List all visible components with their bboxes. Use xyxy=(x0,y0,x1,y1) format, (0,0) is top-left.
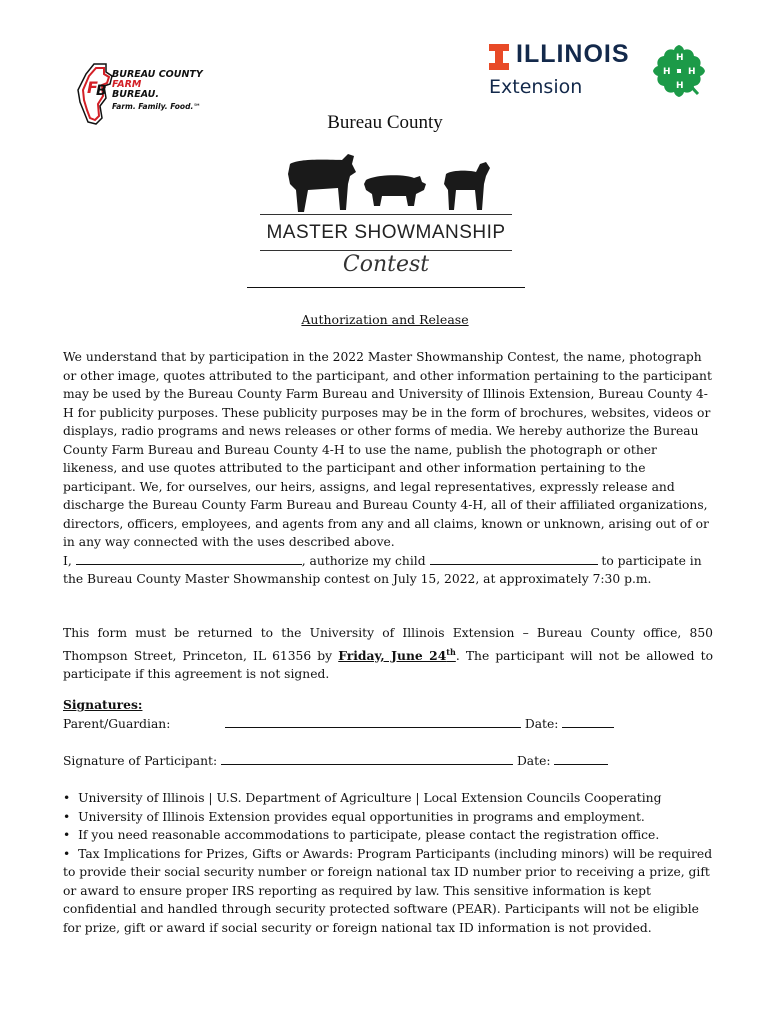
svg-text:H: H xyxy=(688,67,696,77)
list-item: • University of Illinois | U.S. Department of Agriculture | Local Extension Councils Cooperating xyxy=(63,791,662,805)
participant-date-line[interactable] xyxy=(554,752,608,765)
participant-signature-line[interactable] xyxy=(221,752,513,765)
section-heading: Authorization and Release xyxy=(301,312,469,327)
farm-bureau-line2: FARM xyxy=(112,79,142,90)
return-paragraph xyxy=(63,624,713,684)
livestock-silhouettes xyxy=(280,150,500,218)
extension-wordmark: Extension xyxy=(489,76,583,98)
release-paragraph xyxy=(63,348,713,589)
svg-text:H: H xyxy=(676,81,684,91)
parent-label: Parent/Guardian: xyxy=(63,717,171,731)
parent-date-label: Date: xyxy=(524,717,559,731)
release-text: We understand that by participation in the 2022 Master Showmanship Contest, the name, photograph or other image, quotes attributed to the participant, and other information pertaining to the participant may be used by the Bureau County Farm Bureau and University of Illinois Extension, Bureau County 4-H for publicity purposes. These publicity purposes may be in the form of brochures, websites, videos or displays, radio programs and news releases or other forms of media. We hereby authorize the Bureau County Farm Bureau and Bureau County 4-H to use the name, publish the photograph or other likeness, and use quotes attributed to the participant and other information pertaining to the participant. We, for ourselves, our heirs, assigns, and legal representatives, expressly release and discharge the Bureau County Farm Bureau and Bureau County 4-H, all of their affiliated organizations, directors, officers, employees, and agents from any and all claims, known or unknown, arising out of or in any way connected with the uses described above. xyxy=(63,350,712,549)
svg-text:B: B xyxy=(96,83,107,99)
farm-bureau-line1: BUREAU COUNTY xyxy=(112,69,203,80)
authorize-middle: , authorize my child xyxy=(301,553,426,568)
parent-signature-row xyxy=(63,715,614,731)
authorize-prefix: I, xyxy=(63,553,72,568)
deadline-sup: th xyxy=(446,646,456,657)
title-rule-middle xyxy=(260,250,512,251)
illinois-block-i-icon xyxy=(489,44,509,70)
svg-text:H: H xyxy=(663,67,671,77)
lamb-icon xyxy=(444,162,490,210)
title-rule-top xyxy=(260,214,512,215)
return-before: This form must be returned to the University of Illinois Extension – Bureau County office, 850 Thompson Street, Princeton, IL 61356 by xyxy=(63,626,713,663)
participant-signature-row xyxy=(63,752,608,768)
parent-signature-line[interactable] xyxy=(225,715,521,728)
county-name: Bureau County xyxy=(327,112,443,133)
signatures-title: Signatures: xyxy=(63,697,143,712)
farm-bureau-wordmark xyxy=(112,70,203,100)
4-h-clover-icon xyxy=(652,44,706,98)
contest-title: MASTER SHOWMANSHIP xyxy=(266,222,506,243)
return-after: . The participant will not be allowed to participate if this agreement is not signed. xyxy=(63,648,713,682)
child-name-blank[interactable] xyxy=(430,552,598,565)
bullet-text: University of Illinois Extension provides equal opportunities in programs and employment. xyxy=(78,809,645,824)
list-item: • University of Illinois Extension provides equal opportunities in programs and employment. xyxy=(63,809,645,824)
svg-text:H: H xyxy=(676,53,684,63)
farm-bureau-tagline: Farm. Family. Food.℠ xyxy=(112,102,201,111)
footer-bullets xyxy=(63,789,713,937)
steer-icon xyxy=(288,154,356,212)
list-item: • Tax Implications for Prizes, Gifts or Awards: Program Participants (including minors) will be required to provide their social security number or foreign national tax ID number prior to receiving a prize, gift or award to ensure proper IRS reporting as required by law. This sensitive information is kept confidential and handled through security protected software (PEAR). Participants will not be eligible for prize, gift or award if social security or foreign national tax ID information is not provided. xyxy=(63,846,713,935)
deadline: Friday, June 24 xyxy=(338,647,447,663)
svg-text:F: F xyxy=(87,78,98,97)
farm-bureau-line3: BUREAU. xyxy=(112,89,160,100)
parent-name-blank[interactable] xyxy=(76,552,302,565)
bullet-text: If you need reasonable accommodations to participate, please contact the registration office. xyxy=(78,828,660,842)
participant-date-label: Date: xyxy=(516,754,551,768)
authorize-suffix: to participate in the Bureau County Master Showmanship contest on July 15, 2022, at approximately 7:30 p.m. xyxy=(63,553,702,586)
parent-date-line[interactable] xyxy=(562,715,614,728)
list-item: • If you need reasonable accommodations to participate, please contact the registration office. xyxy=(63,828,660,842)
contest-subtitle: Contest xyxy=(342,252,430,277)
pig-icon xyxy=(364,175,426,206)
title-rule-bottom xyxy=(247,287,525,288)
illinois-wordmark: ILLINOIS xyxy=(516,40,630,68)
bullet-text: University of Illinois | U.S. Department of Agriculture | Local Extension Councils Cooperating xyxy=(78,791,662,805)
participant-label: Signature of Participant: xyxy=(63,754,218,768)
bullet-text: Tax Implications for Prizes, Gifts or Awards: Program Participants (including minors) will be required to provide their social security number or foreign national tax ID number prior to receiving a prize, gift or award to ensure proper IRS reporting as required by law. This sensitive information is kept confidential and handled through security protected software (PEAR). Participants will not be eligible for prize, gift or award if social security or foreign national tax ID information is not provided. xyxy=(63,846,713,935)
